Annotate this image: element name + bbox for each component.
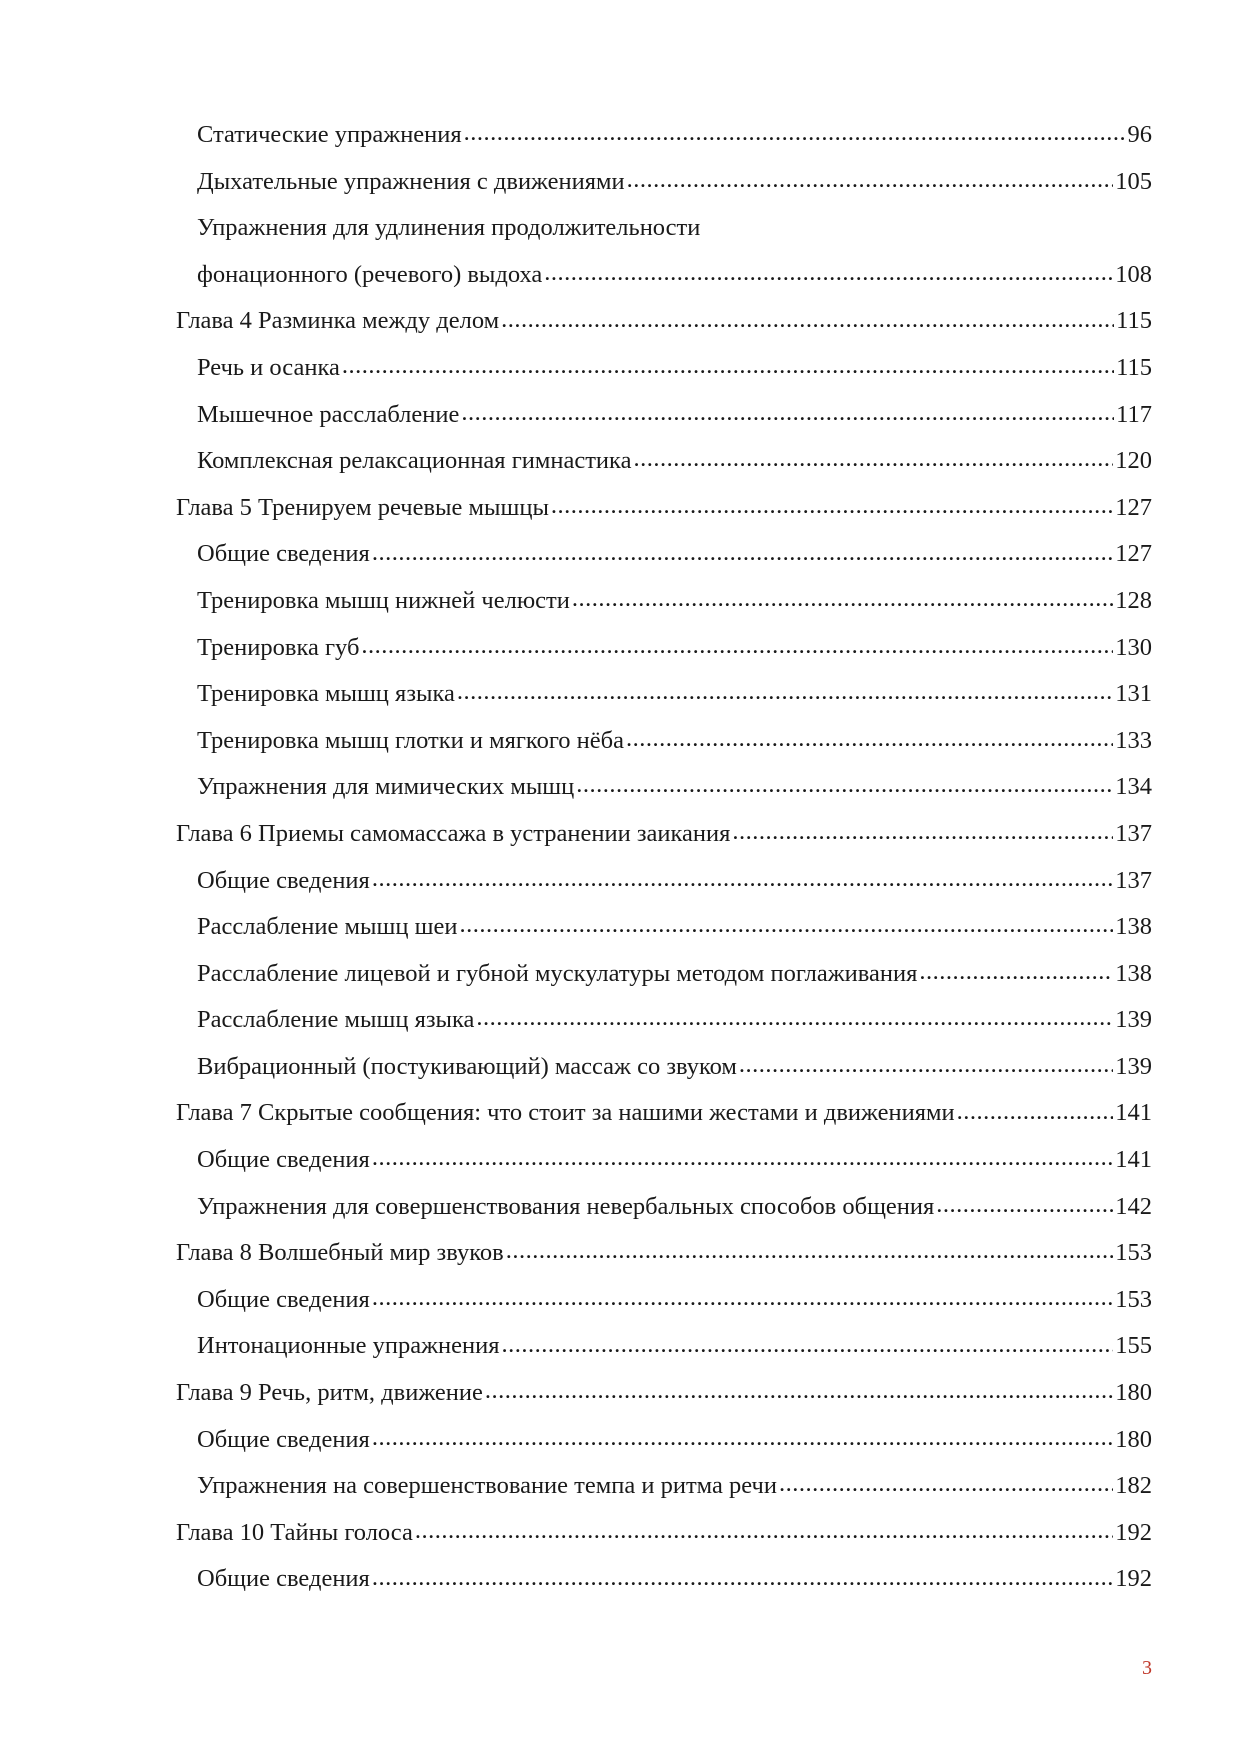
toc-section-entry[interactable]	[0, 625, 1241, 672]
toc-entry-title: Интонационные упражнения	[197, 1332, 500, 1360]
toc-entry-row	[197, 951, 1152, 998]
toc-page-number: 192	[1115, 1518, 1152, 1546]
toc-dot-leader	[342, 350, 1114, 375]
toc-dot-leader	[372, 1143, 1113, 1168]
toc-entry-title: Глава 5 Тренируем речевые мышцы	[176, 493, 549, 521]
toc-entry-row	[197, 252, 1152, 299]
toc-entry-title: Упражнения для совершенствования невербальных способов общения	[197, 1192, 935, 1220]
toc-dot-leader	[459, 910, 1113, 935]
toc-section-entry[interactable]	[0, 1137, 1241, 1184]
toc-dot-leader	[457, 677, 1113, 702]
toc-dot-leader	[361, 630, 1113, 655]
toc-page-number: 141	[1115, 1099, 1152, 1127]
toc-entry-title: Расслабление лицевой и губной мускулатуры методом поглаживания	[197, 959, 918, 987]
toc-page-number: 138	[1115, 959, 1152, 987]
toc-section-entry[interactable]	[0, 252, 1241, 299]
toc-section-entry[interactable]	[0, 578, 1241, 625]
toc-entry-row	[197, 531, 1152, 578]
toc-page-number: 137	[1115, 866, 1152, 894]
toc-entry-title: Расслабление мышц языка	[197, 1006, 475, 1034]
toc-page-number: 192	[1115, 1565, 1152, 1593]
toc-dot-leader	[633, 444, 1113, 469]
toc-entry-title: Статические упражнения	[197, 121, 462, 148]
toc-entry-title: Глава 10 Тайны голоса	[176, 1518, 413, 1546]
toc-page-number: 139	[1115, 1006, 1152, 1034]
toc-dot-leader	[506, 1236, 1114, 1261]
toc-section-entry[interactable]	[0, 904, 1241, 951]
toc-chapter-entry[interactable]	[0, 1090, 1241, 1137]
toc-entry-row	[176, 1230, 1152, 1277]
toc-entry-title: Глава 4 Разминка между делом	[176, 307, 500, 335]
toc-section-entry[interactable]	[0, 1323, 1241, 1370]
toc-section-entry[interactable]	[0, 159, 1241, 206]
toc-page-number: 105	[1115, 167, 1152, 195]
toc-entry-row	[176, 1370, 1152, 1417]
toc-section-entry[interactable]	[0, 392, 1241, 439]
toc-chapter-entry[interactable]	[0, 1510, 1241, 1557]
toc-page-number: 115	[1116, 353, 1152, 381]
toc-section-entry[interactable]	[0, 112, 1241, 159]
toc-section-entry[interactable]	[0, 671, 1241, 718]
toc-page-number: 138	[1115, 913, 1152, 941]
toc-dot-leader	[501, 1329, 1113, 1354]
table-of-contents	[0, 112, 1241, 1603]
toc-entry-row	[176, 485, 1152, 532]
toc-dot-leader	[501, 304, 1114, 329]
toc-dot-leader	[576, 770, 1113, 795]
toc-page-number: 120	[1115, 447, 1152, 475]
toc-section-entry[interactable]	[0, 764, 1241, 811]
toc-section-entry[interactable]	[0, 345, 1241, 392]
toc-entry-row	[197, 858, 1152, 905]
toc-section-entry[interactable]	[0, 951, 1241, 998]
toc-entry-row	[197, 1184, 1152, 1231]
toc-page-number: 180	[1115, 1379, 1152, 1407]
toc-dot-leader	[936, 1189, 1113, 1214]
toc-dot-leader	[372, 1562, 1113, 1587]
toc-entry-row	[197, 438, 1152, 485]
toc-page-number: 182	[1115, 1472, 1152, 1500]
toc-dot-leader	[627, 164, 1114, 189]
toc-page-number: 137	[1115, 819, 1152, 847]
toc-entry-row	[197, 904, 1152, 951]
toc-page-number: 117	[1116, 400, 1152, 428]
toc-entry-title: фонационного (речевого) выдоха	[197, 260, 543, 288]
toc-entry-row	[197, 718, 1152, 765]
toc-page-number: 142	[1115, 1192, 1152, 1220]
toc-entry-row	[197, 1463, 1152, 1510]
toc-entry-title: Речь и осанка	[197, 353, 340, 381]
toc-entry-title: Тренировка мышц нижней челюсти	[197, 586, 570, 614]
toc-entry-row	[197, 159, 1152, 206]
toc-page-number: 133	[1115, 726, 1152, 754]
toc-chapter-entry[interactable]	[0, 485, 1241, 532]
toc-page-number: 108	[1115, 260, 1152, 288]
toc-entry-title: Глава 6 Приемы самомассажа в устранении заикания	[176, 819, 731, 847]
toc-section-entry[interactable]	[0, 997, 1241, 1044]
toc-page-number: 115	[1116, 307, 1152, 335]
toc-entry-title: Вибрационный (постукивающий) массаж со звуком	[197, 1052, 737, 1080]
toc-entry-title: Общие сведения	[197, 866, 370, 894]
page-number: 3	[1142, 1657, 1152, 1679]
toc-entry-title: Упражнения для мимических мышц	[197, 773, 575, 801]
toc-dot-leader	[476, 1003, 1113, 1028]
toc-dot-leader	[372, 1282, 1113, 1307]
toc-entry-title: Расслабление мышц шеи	[197, 913, 458, 941]
toc-entry-row	[197, 578, 1152, 625]
toc-entry-title: Комплексная релаксационная гимнастика	[197, 447, 632, 475]
toc-page-number: 153	[1115, 1285, 1152, 1313]
toc-page-number: 127	[1115, 540, 1152, 568]
toc-dot-leader	[779, 1469, 1113, 1494]
toc-section-entry[interactable]	[0, 1277, 1241, 1324]
toc-dot-leader	[544, 257, 1113, 282]
toc-entry-row	[197, 671, 1152, 718]
toc-page-number: 139	[1115, 1052, 1152, 1080]
toc-entry-title: Упражнения для удлинения продолжительности	[197, 214, 701, 242]
toc-dot-leader	[461, 397, 1114, 422]
toc-entry-row	[197, 392, 1152, 439]
toc-entry-row	[176, 811, 1152, 858]
toc-section-entry[interactable]	[0, 531, 1241, 578]
toc-chapter-entry[interactable]	[0, 298, 1241, 345]
toc-section-entry[interactable]	[0, 718, 1241, 765]
toc-entry-row	[197, 1044, 1152, 1091]
toc-page-number: 141	[1115, 1146, 1152, 1174]
toc-section-entry[interactable]	[0, 1184, 1241, 1231]
toc-dot-leader	[415, 1515, 1113, 1540]
toc-chapter-entry[interactable]	[0, 1370, 1241, 1417]
toc-section-entry[interactable]	[0, 438, 1241, 485]
toc-entry-title: Глава 7 Скрытые сообщения: что стоит за нашими жестами и движениями	[176, 1099, 955, 1127]
toc-page-number: 127	[1115, 493, 1152, 521]
toc-dot-leader	[572, 583, 1113, 608]
toc-page-number: 130	[1115, 633, 1152, 661]
toc-dot-leader	[372, 537, 1113, 562]
toc-entry-title: Мышечное расслабление	[197, 400, 460, 428]
toc-dot-leader	[551, 490, 1113, 515]
toc-entry-row	[176, 1090, 1152, 1137]
toc-entry-title: Тренировка мышц языка	[197, 680, 455, 708]
toc-entry-title: Упражнения на совершенствование темпа и ритма речи	[197, 1472, 777, 1500]
toc-entry-title: Тренировка губ	[197, 633, 360, 661]
toc-entry-row	[197, 1323, 1152, 1370]
toc-dot-leader	[732, 816, 1113, 841]
toc-page-number: 131	[1115, 680, 1152, 708]
toc-page-number: 128	[1115, 586, 1152, 614]
toc-entry-row	[176, 1510, 1152, 1557]
toc-page-number: 153	[1115, 1239, 1152, 1267]
toc-chapter-entry[interactable]	[0, 811, 1241, 858]
toc-dot-leader	[485, 1376, 1113, 1401]
toc-page-number: 134	[1115, 773, 1152, 801]
toc-dot-leader	[957, 1096, 1114, 1121]
toc-dot-leader	[464, 118, 1126, 143]
toc-page-number: 96	[1127, 121, 1152, 148]
toc-entry-title: Дыхательные упражнения с движениями	[197, 167, 625, 195]
toc-chapter-entry[interactable]	[0, 1230, 1241, 1277]
toc-section-entry[interactable]	[0, 1556, 1241, 1603]
toc-entry-row	[197, 997, 1152, 1044]
toc-entry-title: Тренировка мышц глотки и мягкого нёба	[197, 726, 624, 754]
toc-entry-row	[197, 764, 1152, 811]
toc-entry-row	[176, 298, 1152, 345]
toc-entry-row	[197, 1417, 1152, 1464]
toc-page-number: 180	[1115, 1425, 1152, 1453]
toc-page-number: 155	[1115, 1332, 1152, 1360]
toc-entry-title: Общие сведения	[197, 1425, 370, 1453]
toc-entry-row	[197, 112, 1152, 159]
toc-dot-leader	[372, 1422, 1113, 1447]
toc-dot-leader	[739, 1049, 1113, 1074]
toc-entry-row	[197, 345, 1152, 392]
toc-entry-title: Общие сведения	[197, 1146, 370, 1174]
toc-entry-title: Общие сведения	[197, 1565, 370, 1593]
toc-entry-row	[197, 625, 1152, 672]
toc-dot-leader	[919, 956, 1113, 981]
toc-entry-title: Глава 9 Речь, ритм, движение	[176, 1379, 483, 1407]
toc-entry-line	[0, 205, 1241, 252]
toc-entry-row	[197, 1556, 1152, 1603]
toc-entry-title: Общие сведения	[197, 1285, 370, 1313]
toc-section-entry[interactable]	[0, 1463, 1241, 1510]
toc-entry-row	[197, 1137, 1152, 1184]
toc-entry-title: Общие сведения	[197, 540, 370, 568]
toc-entry-title: Глава 8 Волшебный мир звуков	[176, 1239, 504, 1267]
toc-section-entry[interactable]	[0, 858, 1241, 905]
toc-section-entry[interactable]	[0, 1417, 1241, 1464]
toc-dot-leader	[626, 723, 1113, 748]
toc-dot-leader	[372, 863, 1113, 888]
toc-section-entry[interactable]	[0, 1044, 1241, 1091]
toc-entry-row	[197, 1277, 1152, 1324]
